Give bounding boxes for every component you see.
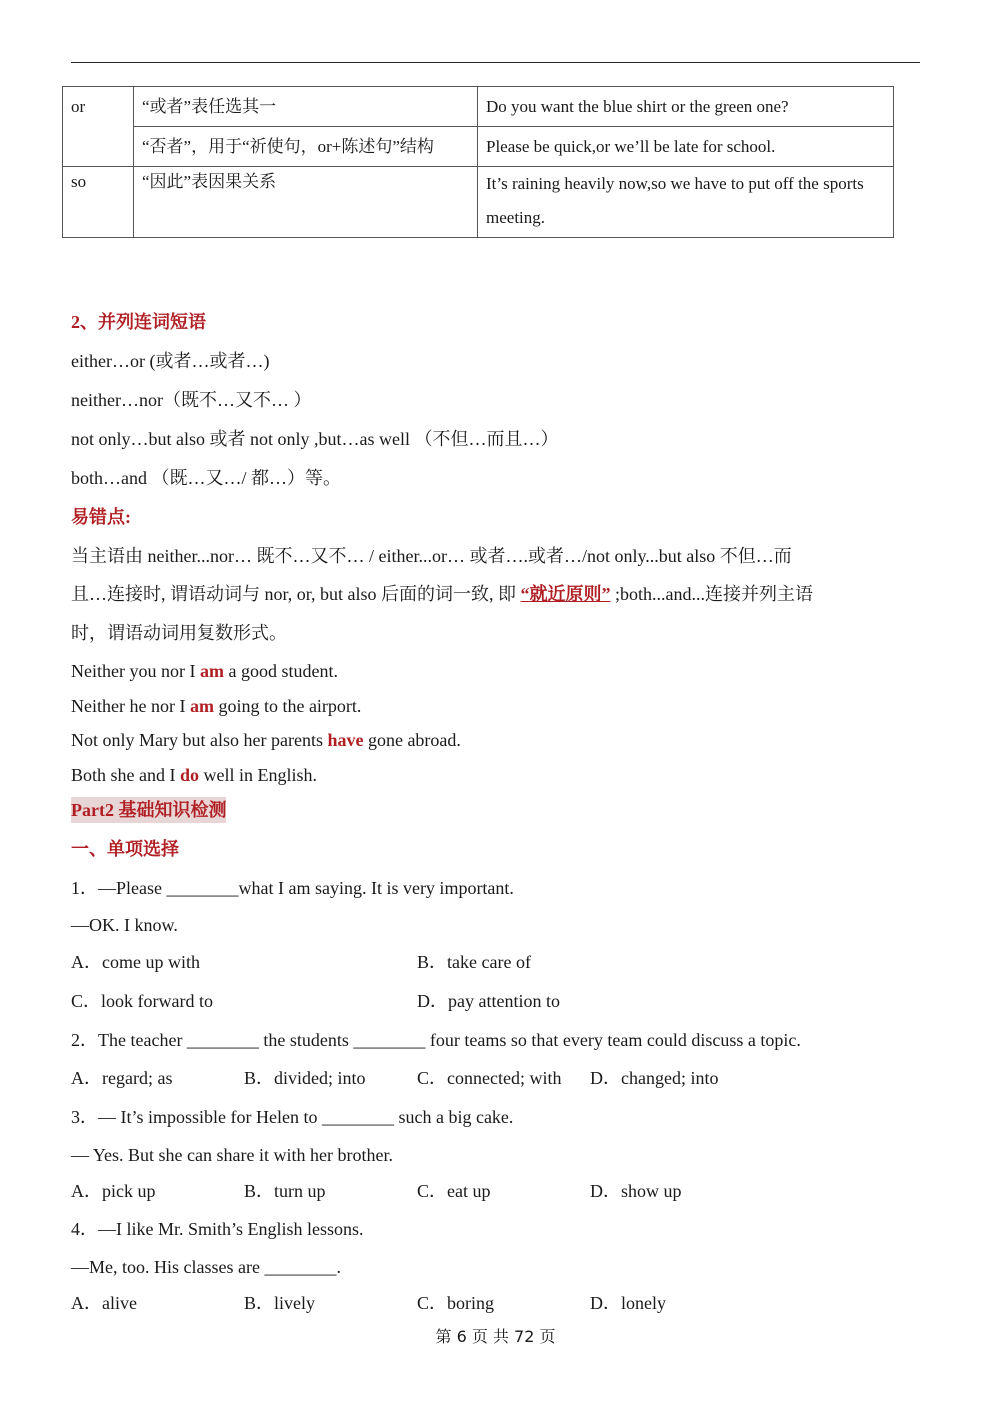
- phrase: both…and （既…又…/ 都…）等。: [71, 468, 341, 488]
- error-text: [71, 581, 813, 607]
- option-b: B．lively: [244, 1293, 315, 1313]
- question-4: 4．—I like Mr. Smith’s English lessons.: [71, 1219, 364, 1239]
- option-b: B．divided; into: [244, 1068, 366, 1088]
- text: Neither he nor I: [71, 696, 190, 716]
- example-cell: Please be quick,or we’ll be late for school.: [478, 127, 894, 167]
- error-text: 当主语由 neither...nor… 既不…又不… / either...or… 或者….或者…/not only...but also 不但…而: [71, 546, 792, 566]
- option-d: D．lonely: [590, 1293, 666, 1313]
- mc-heading: 一、单项选择: [71, 839, 179, 859]
- text: going to the airport.: [213, 696, 362, 716]
- error-text-part: ;both...and...连接并列主语: [610, 584, 814, 604]
- meaning-cell: “因此”表因果关系: [134, 167, 478, 238]
- question-1-reply: —OK. I know.: [71, 915, 178, 935]
- table-row: [63, 127, 894, 167]
- example-sentence: [71, 762, 317, 788]
- word-cell: or: [63, 87, 134, 167]
- example-cell: Do you want the blue shirt or the green one?: [478, 87, 894, 127]
- error-text: 时，谓语动词用复数形式。: [71, 623, 287, 643]
- option-c: C．look forward to: [71, 991, 213, 1011]
- question-3-reply: — Yes. But she can share it with her brother.: [71, 1145, 393, 1165]
- option-c: C．boring: [417, 1293, 495, 1313]
- option-c: C．connected; with: [417, 1068, 562, 1088]
- text: Not only Mary but also her parents: [71, 730, 328, 750]
- meaning-cell: “或者”表任选其一: [134, 87, 478, 127]
- text: Neither you nor I: [71, 661, 200, 681]
- verb: have: [327, 730, 364, 750]
- option-d: D．show up: [590, 1181, 682, 1201]
- error-text-part: 且…连接时, 谓语动词与 nor, or, but also 后面的词一致, 即: [71, 584, 521, 604]
- proximity-principle: “就近原则”: [520, 584, 611, 604]
- option-a: A．come up with: [71, 952, 200, 972]
- section-heading: 2、并列连词短语: [71, 312, 206, 332]
- option-a: A．regard; as: [71, 1068, 173, 1088]
- question-3: 3．— It’s impossible for Helen to ________ such a big cake.: [71, 1107, 514, 1127]
- text: a good student.: [223, 661, 338, 681]
- text: gone abroad.: [363, 730, 461, 750]
- table-row: [63, 87, 894, 127]
- phrase: not only…but also 或者 not only ,but…as well （不但…而且…）: [71, 429, 559, 449]
- table-row: [63, 167, 894, 238]
- meaning-cell: “否者”，用于“祈使句，or+陈述句”结构: [134, 127, 478, 167]
- example-cell: It’s raining heavily now,so we have to put off the sports meeting.: [478, 167, 894, 238]
- option-b: B．turn up: [244, 1181, 326, 1201]
- verb: am: [189, 696, 214, 716]
- question-4-reply: —Me, too. His classes are ________.: [71, 1257, 341, 1277]
- question-1: 1．—Please ________what I am saying. It is very important.: [71, 878, 514, 898]
- phrase: either…or (或者…或者…): [71, 351, 270, 371]
- error-heading: 易错点:: [71, 507, 131, 527]
- option-d: D．changed; into: [590, 1068, 719, 1088]
- example-sentence: [71, 727, 461, 753]
- part2-heading: Part2 基础知识检测: [71, 797, 226, 823]
- options: [71, 1065, 771, 1091]
- option-c: C．eat up: [417, 1181, 491, 1201]
- example-sentence: [71, 693, 361, 719]
- question-2: 2．The teacher ________ the students ________ four teams so that every team could discuss a topic.: [71, 1030, 801, 1050]
- example-sentence: [71, 658, 338, 684]
- word-cell: so: [63, 167, 134, 238]
- page-number: 第 6 页 共 72 页: [435, 1327, 556, 1346]
- option-d: D．pay attention to: [417, 991, 560, 1011]
- options: [71, 1290, 771, 1316]
- conjunction-table: [62, 86, 894, 238]
- option-a: A．pick up: [71, 1181, 156, 1201]
- verb: do: [179, 765, 199, 785]
- option-a: A．alive: [71, 1293, 137, 1313]
- header-rule: [71, 62, 920, 63]
- text: Both she and I: [71, 765, 180, 785]
- options: [71, 1178, 771, 1204]
- verb: am: [199, 661, 224, 681]
- option-b: B．take care of: [417, 952, 531, 972]
- phrase: neither…nor（既不…又不… ）: [71, 390, 312, 410]
- text: well in English.: [199, 765, 317, 785]
